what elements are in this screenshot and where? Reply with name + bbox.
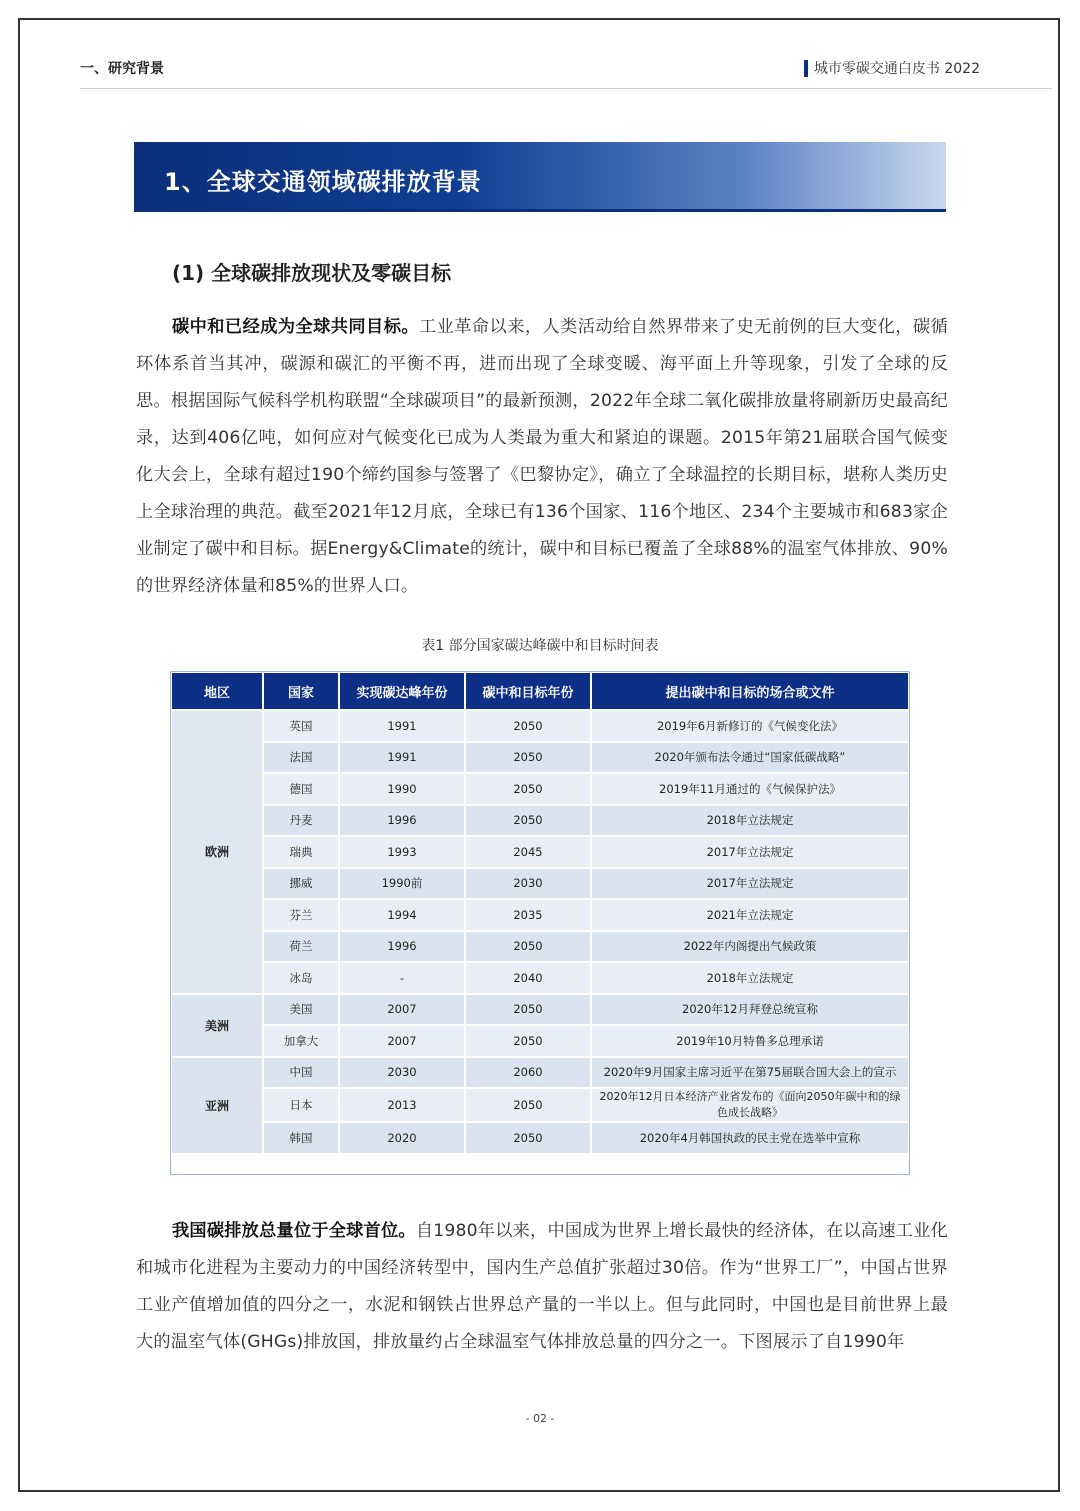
neutral-cell: 2040 [465, 962, 591, 994]
peak-cell: 2020 [339, 1122, 465, 1154]
header-doc-title-text: 城市零碳交通白皮书 2022 [813, 61, 980, 77]
source-cell: 2018年立法规定 [591, 962, 909, 994]
peak-cell: 1991 [339, 710, 465, 742]
table-row [171, 994, 909, 1026]
country-cell: 加拿大 [263, 1025, 339, 1057]
region-cell: 亚洲 [171, 1057, 263, 1154]
peak-cell: 2030 [339, 1057, 465, 1089]
neutral-cell: 2030 [465, 868, 591, 900]
neutral-cell: 2035 [465, 899, 591, 931]
country-cell: 荷兰 [263, 931, 339, 963]
header-doc-title [804, 58, 980, 78]
page-header [80, 56, 980, 80]
table-row [171, 1025, 909, 1057]
country-cell: 挪威 [263, 868, 339, 900]
source-cell: 2017年立法规定 [591, 868, 909, 900]
country-cell: 冰岛 [263, 962, 339, 994]
neutral-cell: 2050 [465, 1122, 591, 1154]
peak-cell: 1990前 [339, 868, 465, 900]
header-section-label: 一、研究背景 [80, 61, 164, 77]
page-number: - 02 - [525, 1412, 555, 1425]
neutral-cell: 2050 [465, 994, 591, 1026]
neutral-cell: 2050 [465, 931, 591, 963]
table-row [171, 1057, 909, 1089]
country-cell: 英国 [263, 710, 339, 742]
paragraph-2-body: 自1980年以来，中国成为世界上增长最快的经济体，在以高速工业化和城市化进程为主要动力的中国经济转型中，国内生产总值扩张超过30倍。作为“世界工厂”，中国占世界工业产值增加值的四分之一，水泥和钢铁占世界总产量的一半以上。但与此同时，中国也是目前世界上最大的温室气体(GHGs)排放国，排放量约占全球温室气体排放总量的四分之一。下图展示了自1990年 [136, 1221, 948, 1352]
neutral-cell: 2050 [465, 1088, 591, 1122]
peak-cell: 1994 [339, 899, 465, 931]
peak-cell: 2007 [339, 994, 465, 1026]
source-cell: 2020年12月日本经济产业省发布的《面向2050年碳中和的绿色成长战略》 [591, 1088, 909, 1122]
header-accent-bar [804, 60, 808, 77]
target-table [170, 671, 910, 1155]
country-cell: 韩国 [263, 1122, 339, 1154]
col-header-region: 地区 [171, 672, 263, 710]
country-cell: 日本 [263, 1088, 339, 1122]
neutral-cell: 2050 [465, 805, 591, 837]
peak-cell: 1996 [339, 805, 465, 837]
source-cell: 2021年立法规定 [591, 899, 909, 931]
peak-cell: 1991 [339, 742, 465, 774]
col-header-neutral: 碳中和目标年份 [465, 672, 591, 710]
region-cell: 美洲 [171, 994, 263, 1057]
source-cell: 2020年颁布法令通过“国家低碳战略” [591, 742, 909, 774]
country-cell: 德国 [263, 773, 339, 805]
source-cell: 2022年内阁提出气候政策 [591, 931, 909, 963]
col-header-source: 提出碳中和目标的场合或文件 [591, 672, 909, 710]
paragraph-1-lead: 碳中和已经成为全球共同目标。 [172, 317, 419, 337]
header-divider [80, 88, 1052, 89]
source-cell: 2020年12月拜登总统宣称 [591, 994, 909, 1026]
table-row [171, 805, 909, 837]
region-cell: 欧洲 [171, 710, 263, 994]
section-title: 1、全球交通领域碳排放背景 [164, 168, 482, 196]
table-header-row [171, 672, 909, 710]
section-banner [134, 142, 946, 212]
neutral-cell: 2045 [465, 836, 591, 868]
paragraph-1-body: 工业革命以来，人类活动给自然界带来了史无前例的巨大变化，碳循环体系首当其冲，碳源和碳汇的平衡不再，进而出现了全球变暖、海平面上升等现象，引发了全球的反思。根据国际气候科学机构联盟“全球碳项目”的最新预测，2022年全球二氧化碳排放量将刷新历史最高纪录，达到406亿吨，如何应对气候变化已成为人类最为重大和紧迫的课题。2015年第21届联合国气候变化大会上，全球有超过190个缔约国参与签署了《巴黎协定》，确立了全球温控的长期目标，堪称人类历史上全球治理的典范。截至2021年12月底，全球已有136个国家、116个地区、234个主要城市和683家企业制定了碳中和目标。据Energy&Climate的统计，碳中和目标已覆盖了全球88%的温室气体排放、90%的世界经济体量和85%的世界人口。 [136, 317, 948, 596]
neutral-cell: 2050 [465, 773, 591, 805]
table-row [171, 868, 909, 900]
source-cell: 2019年6月新修订的《气候变化法》 [591, 710, 909, 742]
source-cell: 2017年立法规定 [591, 836, 909, 868]
country-cell: 中国 [263, 1057, 339, 1089]
paragraph-2-lead: 我国碳排放总量位于全球首位。 [172, 1221, 416, 1241]
neutral-cell: 2050 [465, 1025, 591, 1057]
peak-cell: - [339, 962, 465, 994]
country-cell: 美国 [263, 994, 339, 1026]
source-cell: 2020年4月韩国执政的民主党在选举中宣称 [591, 1122, 909, 1154]
country-cell: 瑞典 [263, 836, 339, 868]
source-cell: 2019年11月通过的《气候保护法》 [591, 773, 909, 805]
paragraph-2 [136, 1213, 948, 1361]
source-cell: 2018年立法规定 [591, 805, 909, 837]
paragraph-1 [136, 309, 948, 605]
peak-cell: 1990 [339, 773, 465, 805]
neutral-cell: 2050 [465, 710, 591, 742]
table-row [171, 1088, 909, 1122]
col-header-country: 国家 [263, 672, 339, 710]
neutral-cell: 2050 [465, 742, 591, 774]
table-row [171, 773, 909, 805]
source-cell: 2020年9月国家主席习近平在第75届联合国大会上的宣示 [591, 1057, 909, 1089]
neutral-cell: 2060 [465, 1057, 591, 1089]
peak-cell: 2013 [339, 1088, 465, 1122]
peak-cell: 1996 [339, 931, 465, 963]
table-row [171, 899, 909, 931]
table-row [171, 742, 909, 774]
col-header-peak: 实现碳达峰年份 [339, 672, 465, 710]
peak-cell: 2007 [339, 1025, 465, 1057]
peak-cell: 1993 [339, 836, 465, 868]
country-cell: 法国 [263, 742, 339, 774]
table-row [171, 962, 909, 994]
table-row [171, 710, 909, 742]
table-row [171, 1122, 909, 1154]
table-row [171, 836, 909, 868]
subheading: (1) 全球碳排放现状及零碳目标 [172, 261, 452, 285]
country-cell: 芬兰 [263, 899, 339, 931]
source-cell: 2019年10月特鲁多总理承诺 [591, 1025, 909, 1057]
table-caption: 表1 部分国家碳达峰碳中和目标时间表 [421, 638, 659, 654]
country-cell: 丹麦 [263, 805, 339, 837]
table-row [171, 931, 909, 963]
